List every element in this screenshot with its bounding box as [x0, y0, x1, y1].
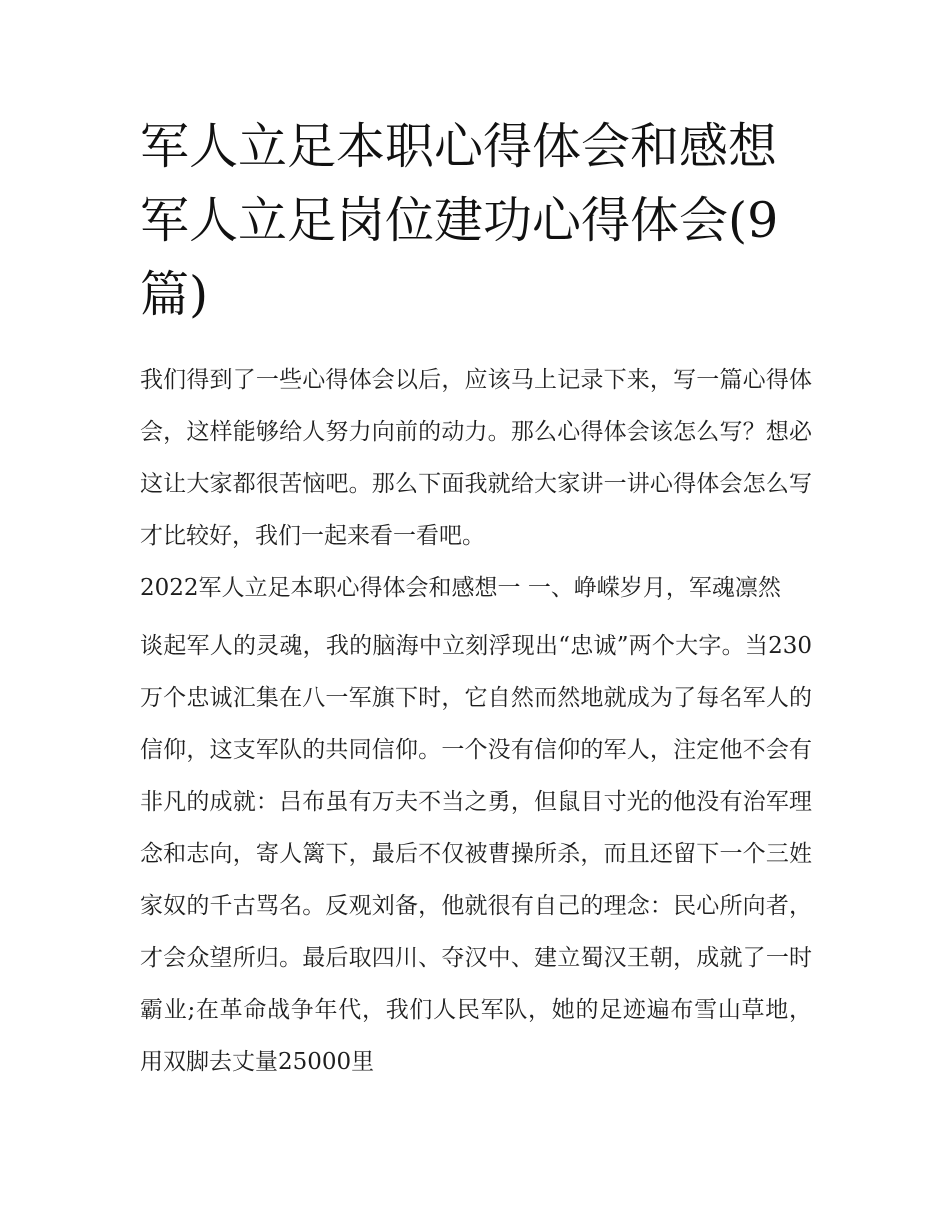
document-title: 军人立足本职心得体会和感想军人立足岗位建功心得体会(9篇) [140, 118, 779, 323]
document-content [140, 110, 812, 1088]
document-body [140, 354, 812, 1088]
section-heading: 2022军人立足本职心得体会和感想一 一、峥嵘岁月，军魂凛然 [140, 575, 781, 601]
intro-paragraph: 我们得到了一些心得体会以后，应该马上记录下来，写一篇心得体会，这样能够给人努力向前的动力。那么心得体会该怎么写？想必这让大家都很苦恼吧。那么下面我就给大家讲一讲心得体会怎么写才比较好，我们一起来看一看吧。 [140, 367, 812, 549]
body-paragraph: 谈起军人的灵魂，我的脑海中立刻浮现出“忠诚”两个大字。当230万个忠诚汇集在八一军旗下时，它自然而然地就成为了每名军人的信仰，这支军队的共同信仰。一个没有信仰的军人，注定他不会有非凡的成就：吕布虽有万夫不当之勇，但鼠目寸光的他没有治军理念和志向，寄人篱下，最后不仅被曹操所杀，而且还留下一个三姓家奴的千古骂名。反观刘备，他就很有自己的理念：民心所向者，才会众望所归。最后取四川、夺汉中、建立蜀汉王朝，成就了一时霸业;在革命战争年代，我们人民军队，她的足迹遍布雪山草地，用双脚去丈量25000里 [140, 633, 812, 1075]
